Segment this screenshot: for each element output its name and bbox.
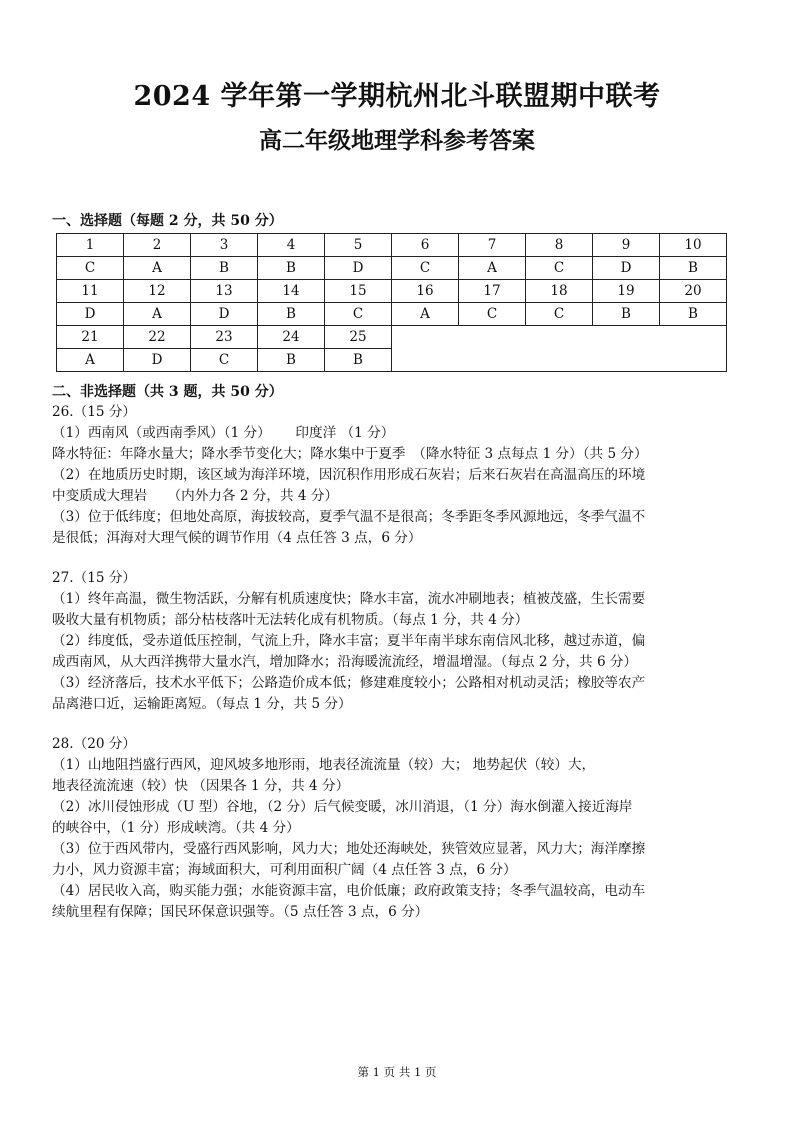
table-row: [57, 280, 727, 303]
answer-cell: D: [325, 257, 392, 280]
answer-cell: D: [124, 349, 191, 372]
table-row: [57, 303, 727, 326]
answer-cell: B: [258, 257, 325, 280]
answer-cell: D: [191, 303, 258, 326]
answer-line: 降水特征：年降水量大；降水季节变化大；降水集中于夏季 （降水特征 3 点每点 1 分）（共 5 分）: [52, 446, 648, 462]
question-number: 7: [459, 234, 526, 257]
answer-line: 地表径流流速（较）快 （因果各 1 分，共 4 分）: [52, 778, 350, 794]
answer-line: （1）山地阻挡盛行西风，迎风坡多地形雨，地表径流流量（较）大； 地势起伏（较）大，: [52, 757, 596, 773]
answer-line: （2）在地质历史时期，该区域为海洋环境，因沉积作用形成石灰岩；后来石灰岩在高温高压的环境: [52, 467, 646, 483]
answer-line: （3）位于低纬度；但地处高原，海拔较高，夏季气温不是很高；冬季距冬季风源地远，冬季气温不: [52, 509, 646, 525]
answer-line: 力小，风力资源丰富；海域面积大，可利用面积广阔（4 点任答 3 点，6 分）: [52, 862, 517, 878]
page-footer: 第 1 页 共 1 页: [357, 1065, 437, 1079]
answer-line: （4）居民收入高，购买能力强；水能资源丰富，电价低廉；政府政策支持；冬季气温较高，电动车: [52, 883, 646, 899]
question-number: 18: [526, 280, 593, 303]
answer-line: （2）纬度低，受赤道低压控制，气流上升，降水丰富；夏半年南半球东南信风北移，越过赤道，偏: [52, 633, 646, 649]
answer-cell: C: [526, 303, 593, 326]
question-heading: 28.（20 分）: [52, 736, 137, 752]
answer-cell: C: [392, 257, 459, 280]
answer-line: 续航里程有保障；国民环保意识强等。（5 点任答 3 点，6 分）: [52, 904, 429, 920]
question-number: 24: [258, 326, 325, 349]
answer-cell: A: [392, 303, 459, 326]
question-number: 6: [392, 234, 459, 257]
answer-cell: B: [258, 303, 325, 326]
question-number: 3: [191, 234, 258, 257]
question-number: 17: [459, 280, 526, 303]
question-number: 2: [124, 234, 191, 257]
question-26-answer: [52, 402, 744, 549]
question-number: 11: [57, 280, 124, 303]
answer-line: （1）西南风（或西南季风）（1 分） 印度洋 （1 分）: [52, 425, 395, 441]
answer-cell: C: [191, 349, 258, 372]
answer-cell: D: [593, 257, 660, 280]
answer-cell: B: [191, 257, 258, 280]
question-number: 13: [191, 280, 258, 303]
answer-cell: C: [459, 303, 526, 326]
question-number: 19: [593, 280, 660, 303]
answer-cell: A: [459, 257, 526, 280]
empty-cell: [392, 326, 727, 372]
table-row: [57, 234, 727, 257]
question-number: 22: [124, 326, 191, 349]
answer-cell: B: [593, 303, 660, 326]
question-number: 23: [191, 326, 258, 349]
question-number: 9: [593, 234, 660, 257]
answer-line: 品离港口近，运输距离短。（每点 1 分，共 5 分）: [52, 696, 352, 712]
answer-cell: B: [325, 349, 392, 372]
answer-cell: C: [526, 257, 593, 280]
answer-cell: D: [57, 303, 124, 326]
answer-line: 吸收大量有机物质；部分枯枝落叶无法转化成有机物质。（每点 1 分，共 4 分）: [52, 612, 529, 628]
document-subtitle: 高二年级地理学科参考答案: [259, 127, 535, 154]
question-number: 5: [325, 234, 392, 257]
question-number: 12: [124, 280, 191, 303]
question-number: 4: [258, 234, 325, 257]
question-number: 15: [325, 280, 392, 303]
question-27-answer: [52, 568, 744, 715]
answer-cell: B: [660, 303, 727, 326]
answer-line: 是很低；洱海对大理气候的调节作用（4 点任答 3 点，6 分）: [52, 530, 422, 546]
question-number: 21: [57, 326, 124, 349]
answer-line: 的峡谷中，（1 分）形成峡湾。（共 4 分）: [52, 820, 300, 836]
table-row: [57, 257, 727, 280]
question-number: 8: [526, 234, 593, 257]
answer-cell: A: [57, 349, 124, 372]
question-number: 20: [660, 280, 727, 303]
question-number: 1: [57, 234, 124, 257]
answer-cell: A: [124, 303, 191, 326]
question-number: 25: [325, 326, 392, 349]
answer-line: （3）位于西风带内，受盛行西风影响，风力大；地处还海峡处，狭管效应显著，风力大；海洋摩擦: [52, 841, 646, 857]
question-28-answer: [52, 734, 744, 923]
section-multiple-choice-heading: 一、选择题（每题 2 分，共 50 分）: [52, 213, 283, 229]
document-title: 2024 学年第一学期杭州北斗联盟期中联考: [133, 81, 661, 112]
answer-table: [56, 233, 727, 372]
table-row: [57, 326, 727, 349]
answer-line: 成西南风，从大西洋携带大量水汽，增加降水；沿海暖流流经，增温增湿。（每点 2 分，共 6 分）: [52, 654, 638, 670]
answer-cell: C: [325, 303, 392, 326]
answer-cell: B: [660, 257, 727, 280]
answer-line: （1）终年高温，微生物活跃，分解有机质速度快；降水丰富，流水冲刷地表；植被茂盛，生长需要: [52, 591, 646, 607]
answer-cell: C: [57, 257, 124, 280]
answer-line: 中变质成大理岩 （内外力各 2 分，共 4 分）: [52, 488, 339, 504]
answer-line: （3）经济落后，技术水平低下；公路造价成本低；修建难度较小；公路相对机动灵活；橡胶等农产: [52, 675, 646, 691]
answer-line: （2）冰川侵蚀形成（U 型）谷地，（2 分）后气候变暖，冰川消退，（1 分）海水倒灌入接近海岸: [52, 799, 633, 815]
question-number: 14: [258, 280, 325, 303]
answer-cell: B: [258, 349, 325, 372]
question-number: 16: [392, 280, 459, 303]
question-number: 10: [660, 234, 727, 257]
section-non-choice-heading: 二、非选择题（共 3 题，共 50 分）: [52, 384, 283, 400]
answer-cell: A: [124, 257, 191, 280]
question-heading: 26.（15 分）: [52, 404, 137, 420]
question-heading: 27.（15 分）: [52, 570, 137, 586]
